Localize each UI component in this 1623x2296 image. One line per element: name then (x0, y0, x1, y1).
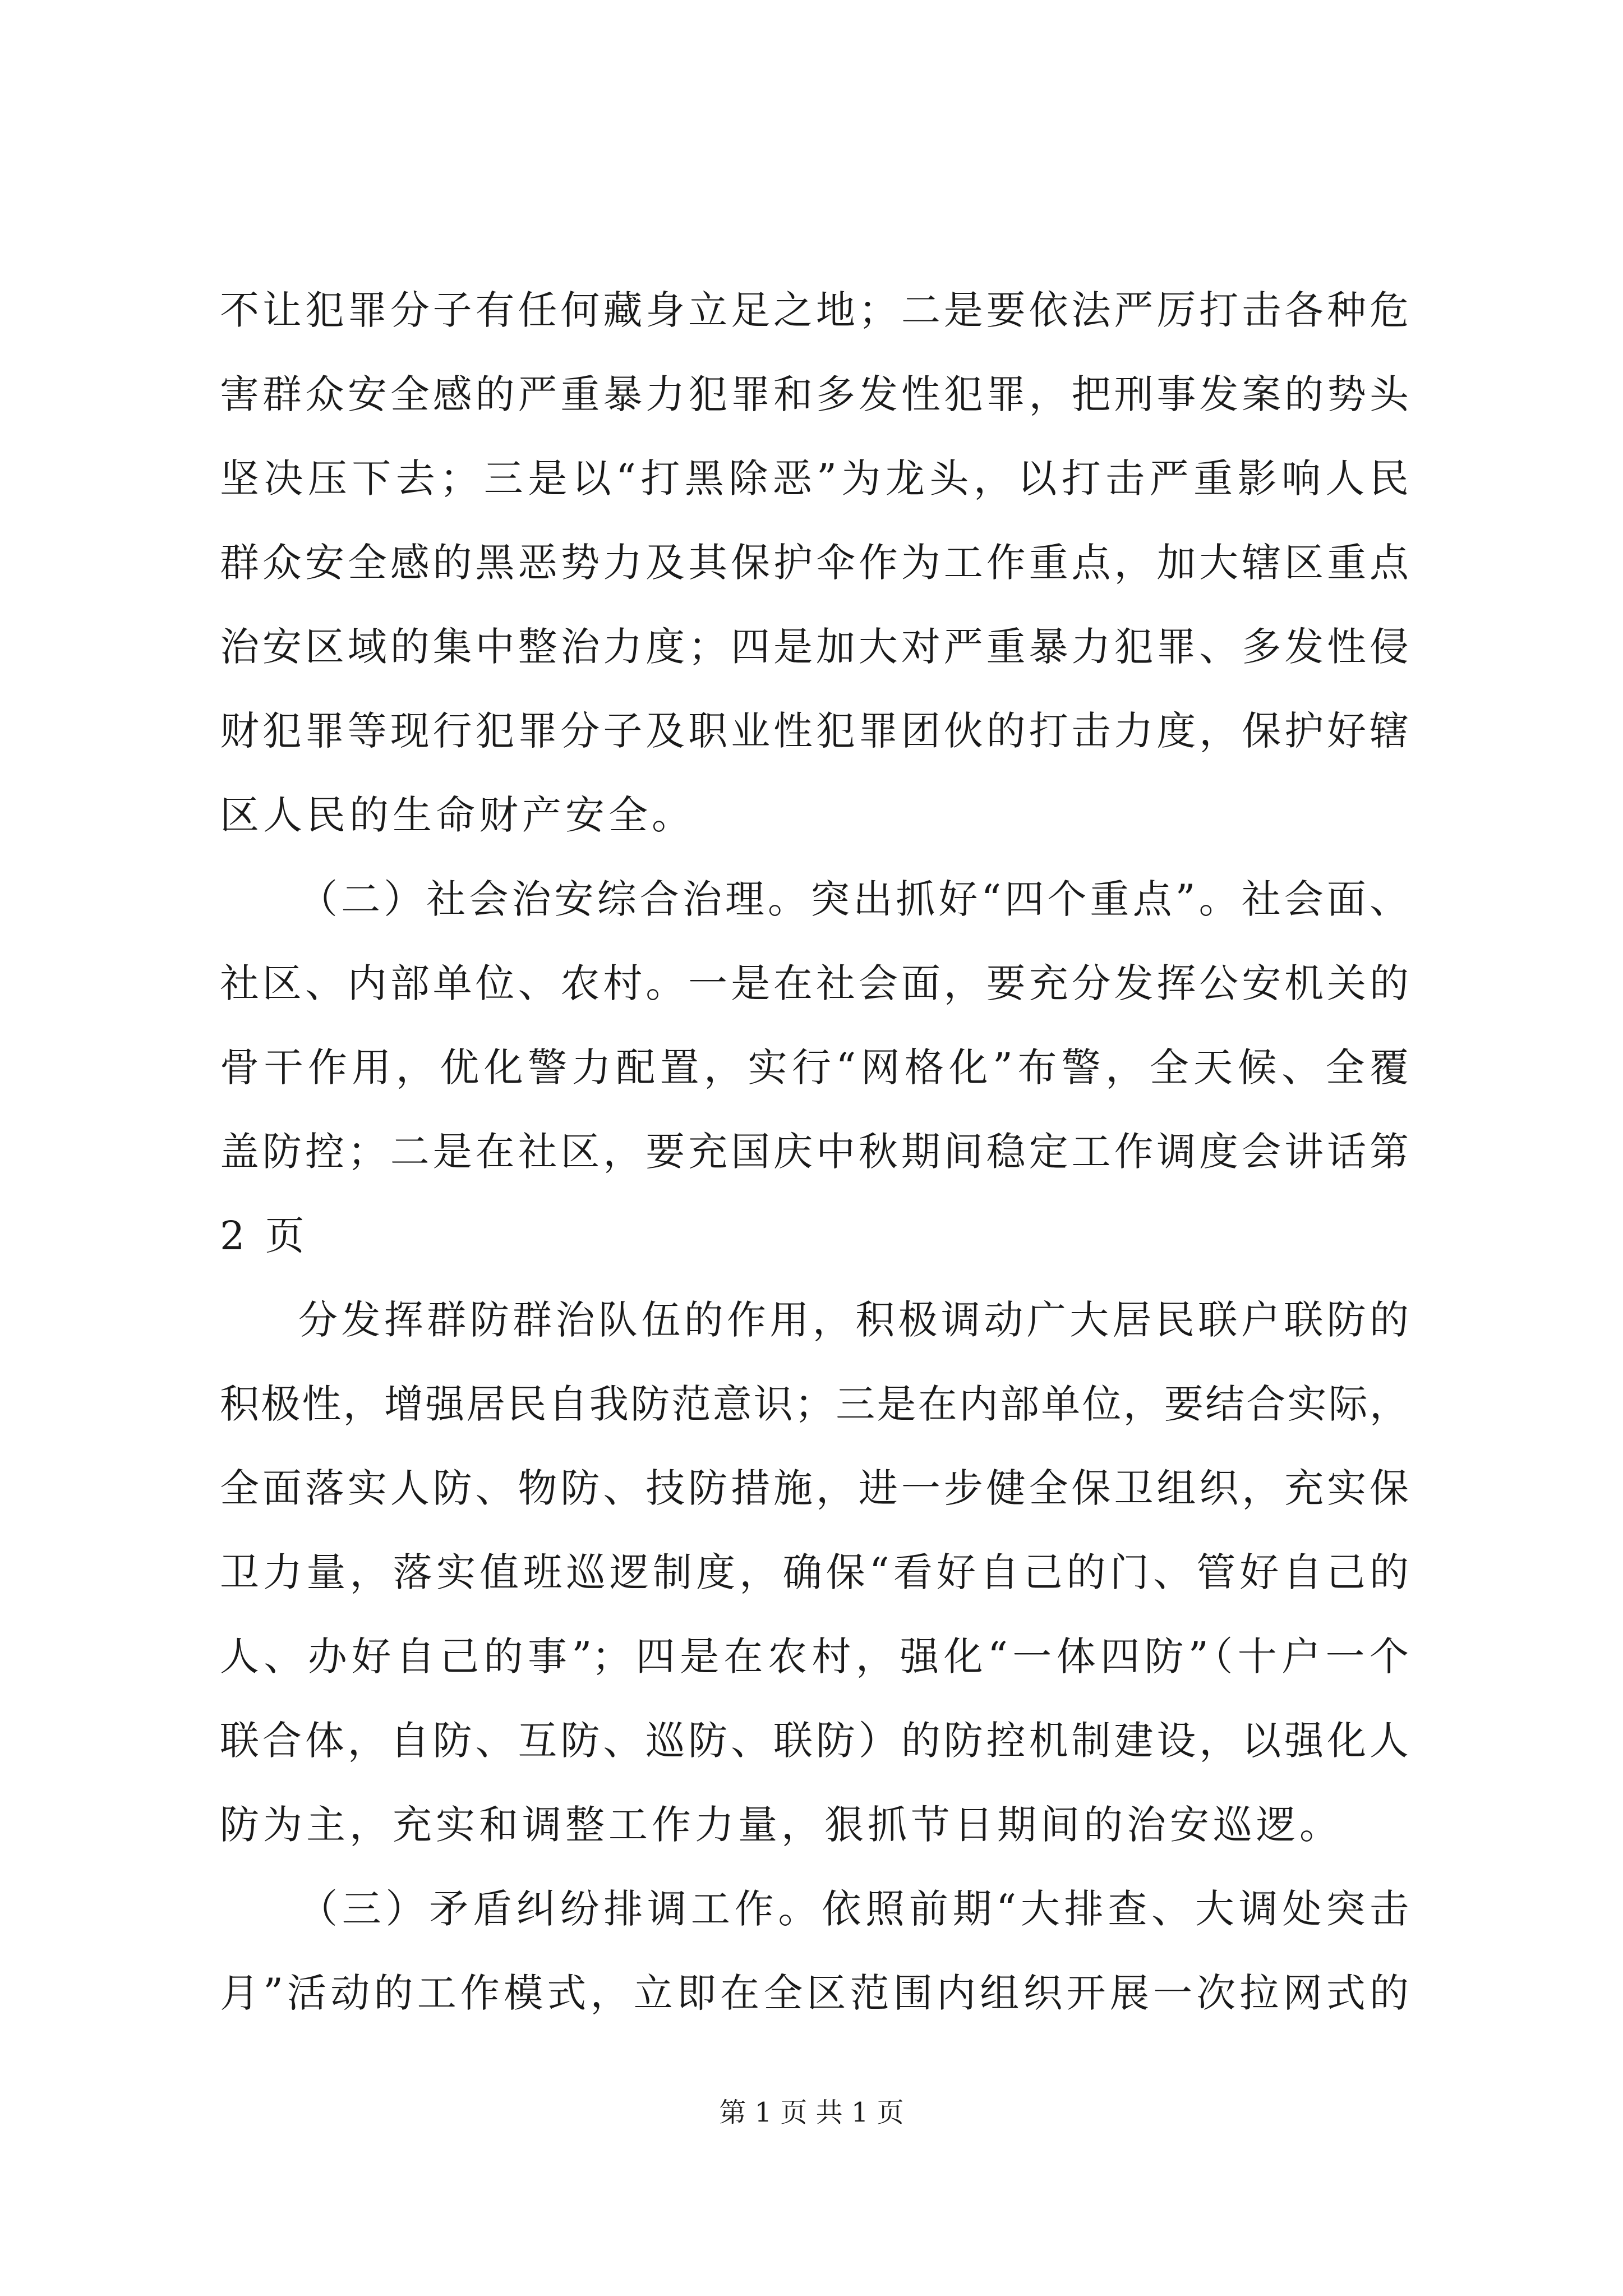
body-text-line: 积极性，增强居民自我防范意识；三是在内部单位，要结合实际， (220, 1381, 1409, 1427)
body-text-line: 不让犯罪分子有任何藏身立足之地；二是要依法严厉打击各种危 (220, 287, 1409, 333)
page-marker-line: 2 页 (220, 1213, 308, 1259)
body-text-line: 治安区域的集中整治力度；四是加大对严重暴力犯罪、多发性侵 (220, 624, 1409, 670)
body-text-line: 区人民的生命财产安全。 (220, 792, 695, 838)
body-text-line: 财犯罪等现行犯罪分子及职业性犯罪团伙的打击力度，保护好辖 (220, 708, 1409, 754)
section-heading-line: （三）矛盾纠纷排调工作。依照前期“大排查、大调处突击 (298, 1886, 1409, 1932)
page-footer: 第 1 页 共 1 页 (719, 2097, 904, 2128)
body-text-line: 害群众安全感的严重暴力犯罪和多发性犯罪，把刑事发案的势头 (220, 371, 1409, 417)
body-text-line: 盖防控；二是在社区，要充国庆中秋期间稳定工作调度会讲话第 (220, 1129, 1409, 1175)
body-text-line: 卫力量，落实值班巡逻制度，确保“看好自己的门、管好自己的 (220, 1549, 1409, 1595)
body-text-line: 联合体，自防、互防、巡防、联防）的防控机制建设，以强化人 (220, 1718, 1409, 1764)
body-text-line: 人、办好自己的事”；四是在农村，强化“一体四防”（十户一个 (220, 1634, 1409, 1680)
body-text-line: 月”活动的工作模式，立即在全区范围内组织开展一次拉网式的 (220, 1970, 1409, 2016)
body-text-line: 防为主，充实和调整工作力量，狠抓节日期间的治安巡逻。 (220, 1802, 1343, 1848)
body-text-line: 分发挥群防群治队伍的作用，积极调动广大居民联户联防的 (298, 1297, 1409, 1343)
body-text-line: 群众安全感的黑恶势力及其保护伞作为工作重点，加大辖区重点 (220, 540, 1409, 586)
body-text-line: 骨干作用，优化警力配置，实行“网格化”布警，全天候、全覆 (220, 1045, 1409, 1091)
body-text-line: 全面落实人防、物防、技防措施，进一步健全保卫组织，充实保 (220, 1465, 1409, 1511)
body-text-line: 坚决压下去；三是以“打黑除恶”为龙头，以打击严重影响人民 (220, 455, 1409, 501)
body-text-line: 社区、内部单位、农村。一是在社会面，要充分发挥公安机关的 (220, 960, 1409, 1006)
section-heading-line: （二）社会治安综合治理。突出抓好“四个重点”。社会面、 (298, 876, 1409, 922)
